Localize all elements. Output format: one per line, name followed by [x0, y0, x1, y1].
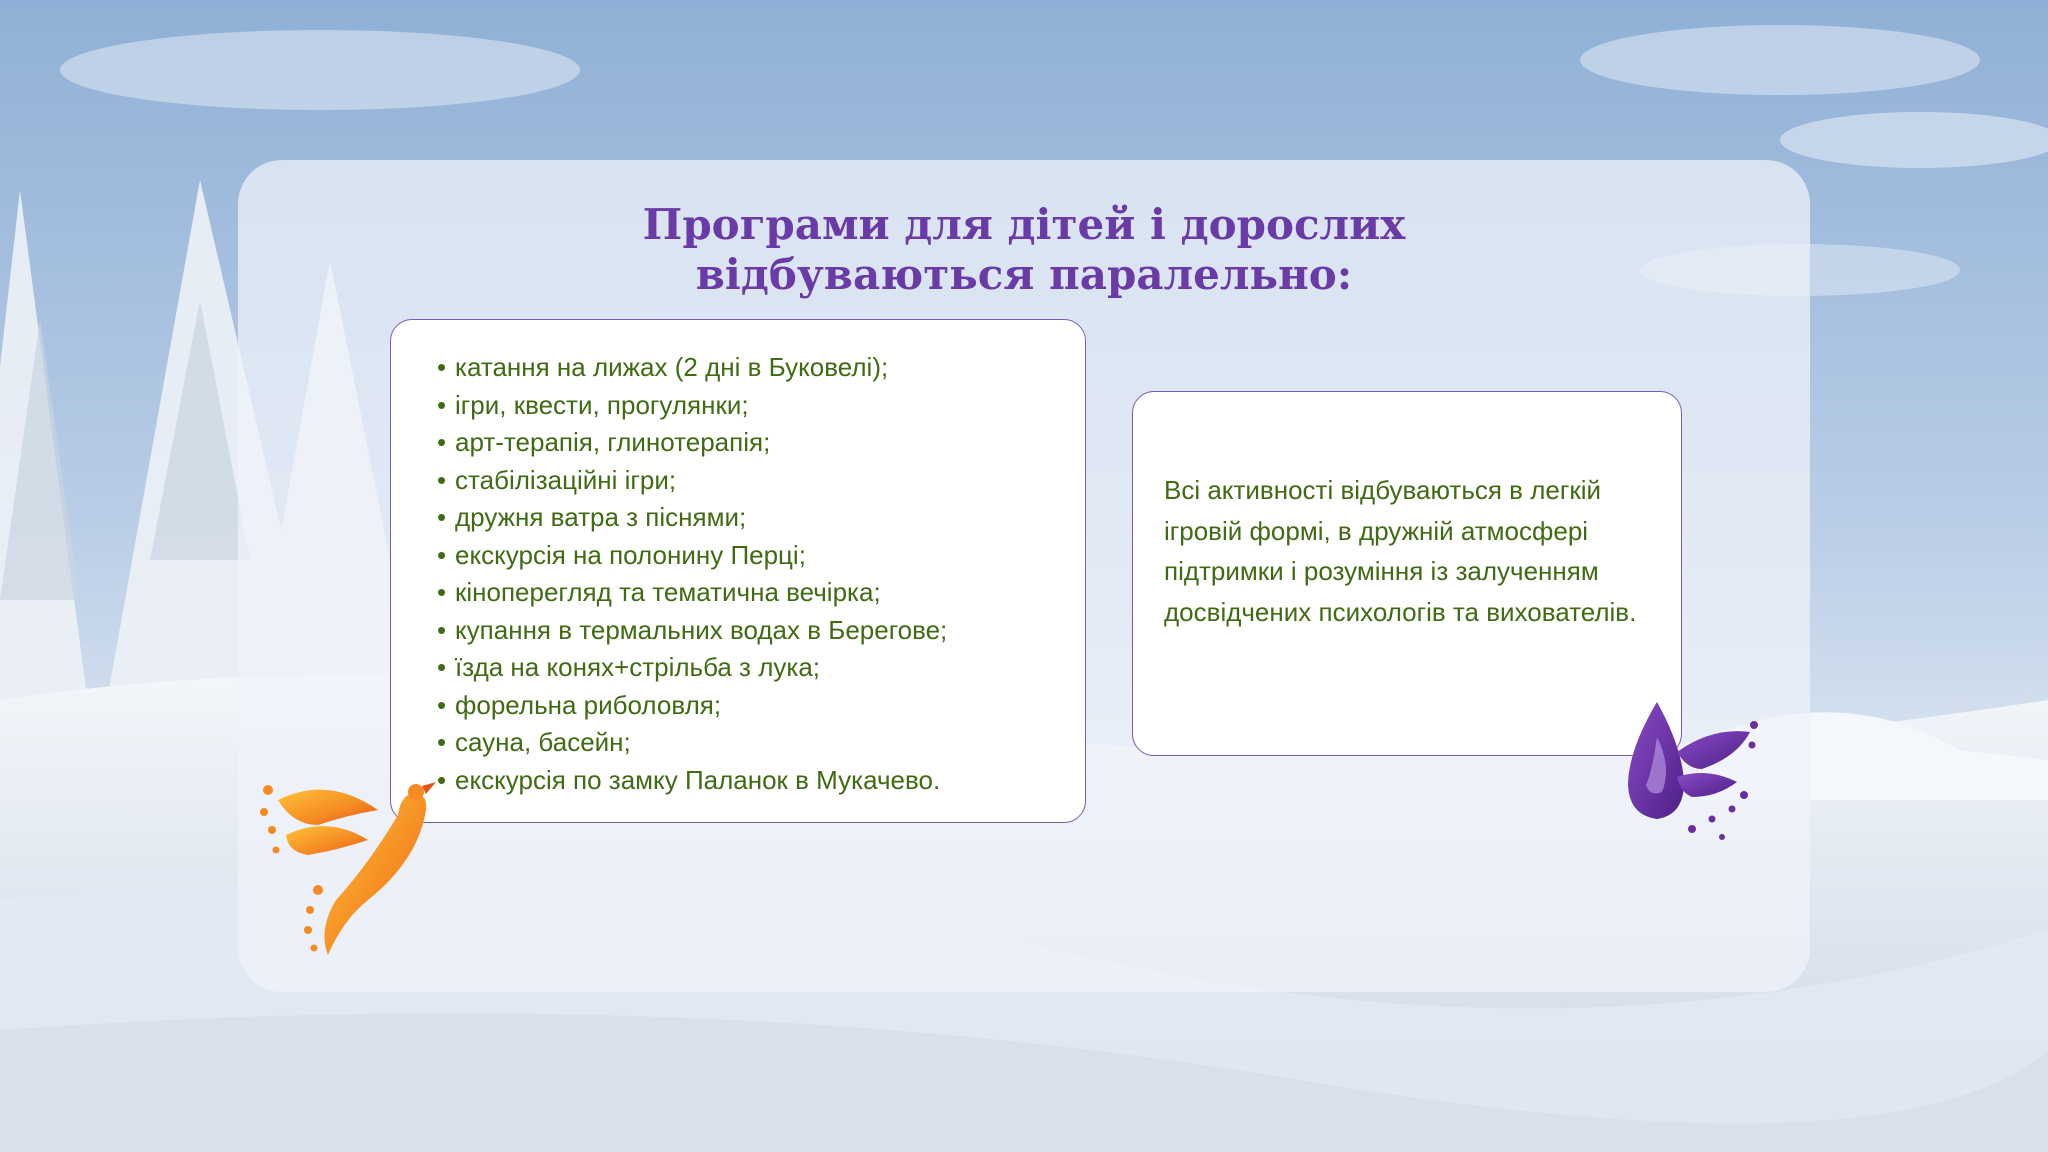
bullet-icon: • — [437, 539, 447, 570]
slide-title-line-1: Програми для дітей і дорослих — [642, 200, 1406, 249]
purple-bird-ornament-icon — [1622, 697, 1762, 847]
activity-text: екскурсія на полонину Перці; — [455, 539, 806, 570]
bullet-icon: • — [437, 614, 447, 645]
bullet-icon: • — [437, 764, 447, 795]
bullet-icon: • — [437, 689, 447, 720]
activity-text: катання на лижах (2 дні в Буковелі); — [455, 352, 889, 382]
activities-card — [390, 319, 1086, 823]
slide-title — [238, 200, 1810, 300]
list-item — [437, 537, 1085, 575]
list-item — [437, 574, 1085, 612]
bullet-icon: • — [437, 652, 447, 682]
activity-text: кіноперегляд та тематична вечірка; — [455, 577, 881, 607]
bullet-icon: • — [437, 727, 447, 757]
activity-text: сауна, басейн; — [455, 727, 631, 757]
activity-text: дружня ватра з піснями; — [455, 502, 747, 532]
list-item — [437, 424, 1085, 462]
activity-text: арт-терапія, глинотерапія; — [455, 427, 771, 457]
activity-text: форельна риболовля; — [455, 689, 722, 720]
list-item — [437, 499, 1085, 537]
list-item — [437, 687, 1085, 725]
list-item — [437, 387, 1085, 425]
activity-text: екскурсія по замку Паланок в Мукачево. — [455, 764, 941, 795]
bullet-icon: • — [437, 427, 447, 457]
bullet-icon: • — [437, 577, 447, 607]
bullet-icon: • — [437, 502, 447, 532]
list-item — [437, 649, 1085, 687]
slide-title-line-2: відбуваються паралельно: — [695, 250, 1353, 299]
bullet-icon: • — [437, 352, 447, 382]
list-item — [437, 612, 1085, 650]
activity-text: купання в термальних водах в Берегове; — [455, 614, 948, 645]
bullet-icon: • — [437, 464, 447, 495]
activity-text: ігри, квести, прогулянки; — [455, 389, 749, 420]
description-card — [1132, 391, 1682, 756]
list-item — [437, 762, 1085, 800]
list-item — [437, 724, 1085, 762]
activity-text: стабілізаційні ігри; — [455, 464, 677, 495]
list-item — [437, 349, 1085, 387]
activity-text: їзда на конях+стрільба з лука; — [455, 652, 821, 682]
description-text: Всі активності відбуваються в легкій ігровій формі, в дружній атмосфері підтримки і розуміння із залученням досвідчених психологів та вихователів. — [1164, 475, 1637, 627]
orange-bird-ornament-icon — [258, 770, 438, 970]
bullet-icon: • — [437, 389, 447, 420]
list-item — [437, 462, 1085, 500]
activities-list — [391, 320, 1085, 799]
